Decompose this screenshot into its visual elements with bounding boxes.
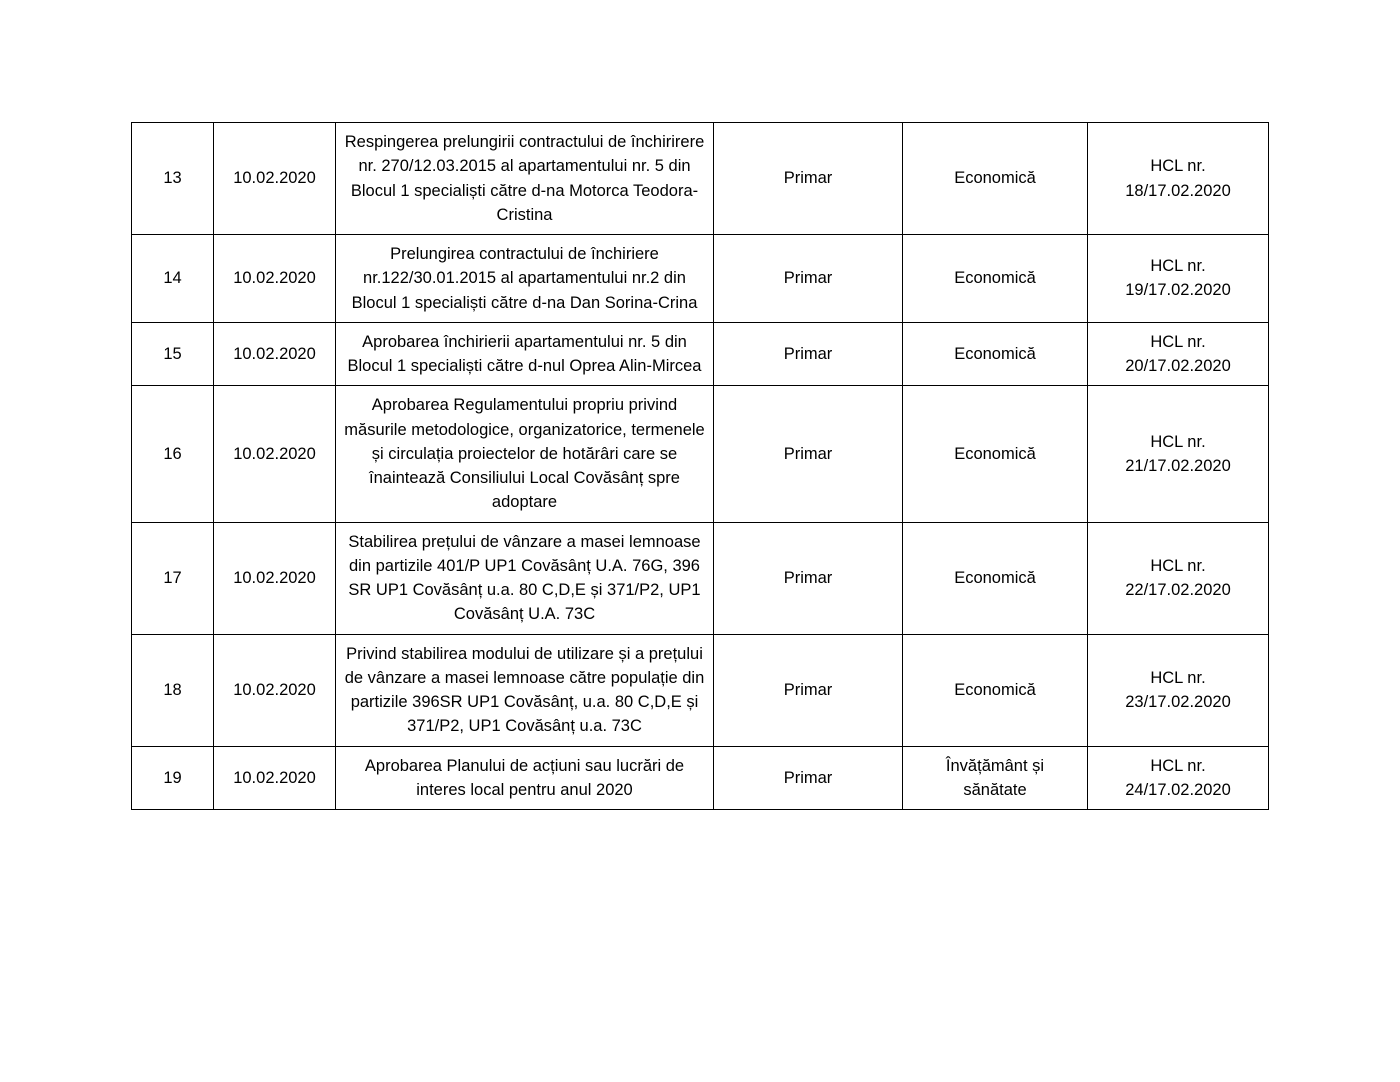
cell-commission: Economică <box>903 235 1088 323</box>
cell-result <box>1088 634 1269 746</box>
cell-initiator: Primar <box>714 322 903 386</box>
cell-nr: 17 <box>132 522 214 634</box>
table-row <box>132 634 1269 746</box>
result-line-2: 24/17.02.2020 <box>1125 780 1231 799</box>
table-row <box>132 746 1269 810</box>
cell-initiator: Primar <box>714 522 903 634</box>
result-line-1: HCL nr. <box>1150 157 1206 176</box>
cell-nr: 15 <box>132 322 214 386</box>
cell-commission: Economică <box>903 123 1088 235</box>
table-row <box>132 386 1269 522</box>
table-row <box>132 123 1269 235</box>
decisions-table <box>131 122 1269 810</box>
cell-title: Privind stabilirea modului de utilizare și a prețului de vânzare a masei lemnoase către populație din partizile 396SR UP1 Covăsânț, u.a. 80 C,D,E și 371/P2, UP1 Covăsânț u.a. 73C <box>336 634 714 746</box>
result-line-1: HCL nr. <box>1150 668 1206 687</box>
result-line-1: HCL nr. <box>1150 257 1206 276</box>
table-row <box>132 522 1269 634</box>
result-line-1: HCL nr. <box>1150 756 1206 775</box>
cell-result <box>1088 746 1269 810</box>
cell-title: Prelungirea contractului de închiriere nr.122/30.01.2015 al apartamentului nr.2 din Blocul 1 specialiști către d-na Dan Sorina-Crina <box>336 235 714 323</box>
commission-line-1: Învățământ și <box>945 756 1045 775</box>
cell-initiator: Primar <box>714 386 903 522</box>
cell-result <box>1088 123 1269 235</box>
cell-date: 10.02.2020 <box>214 746 336 810</box>
cell-date: 10.02.2020 <box>214 386 336 522</box>
result-line-1: HCL nr. <box>1150 332 1206 351</box>
cell-title: Aprobarea Regulamentului propriu privind măsurile metodologice, organizatorice, termenele și circulația proiectelor de hotărâri care se înaintează Consiliului Local Covăsânț spre adoptare <box>336 386 714 522</box>
cell-initiator: Primar <box>714 123 903 235</box>
cell-date: 10.02.2020 <box>214 522 336 634</box>
cell-nr: 18 <box>132 634 214 746</box>
result-line-2: 22/17.02.2020 <box>1125 581 1231 599</box>
result-line-1: HCL nr. <box>1150 556 1206 575</box>
cell-result <box>1088 386 1269 522</box>
cell-date: 10.02.2020 <box>214 123 336 235</box>
cell-result <box>1088 522 1269 634</box>
cell-initiator: Primar <box>714 235 903 323</box>
cell-date: 10.02.2020 <box>214 235 336 323</box>
table-row <box>132 322 1269 386</box>
cell-result <box>1088 322 1269 386</box>
table-row <box>132 235 1269 323</box>
cell-nr: 13 <box>132 123 214 235</box>
cell-nr: 19 <box>132 746 214 810</box>
cell-initiator: Primar <box>714 634 903 746</box>
cell-commission: Economică <box>903 634 1088 746</box>
cell-initiator: Primar <box>714 746 903 810</box>
cell-commission: Economică <box>903 522 1088 634</box>
commission-line-2: sănătate <box>963 780 1027 799</box>
cell-date: 10.02.2020 <box>214 322 336 386</box>
result-line-2: 20/17.02.2020 <box>1125 357 1231 375</box>
result-line-2: 21/17.02.2020 <box>1125 456 1231 475</box>
result-line-2: 18/17.02.2020 <box>1125 181 1231 200</box>
result-line-1: HCL nr. <box>1150 432 1206 451</box>
result-line-2: 19/17.02.2020 <box>1125 281 1231 300</box>
cell-commission: Economică <box>903 322 1088 386</box>
decisions-table-container <box>131 122 1268 810</box>
cell-nr: 16 <box>132 386 214 522</box>
cell-title: Aprobarea Planului de acțiuni sau lucrări de interes local pentru anul 2020 <box>336 746 714 810</box>
cell-date: 10.02.2020 <box>214 634 336 746</box>
cell-commission: Economică <box>903 386 1088 522</box>
cell-nr: 14 <box>132 235 214 323</box>
cell-title: Stabilirea prețului de vânzare a masei lemnoase din partizile 401/P UP1 Covăsânț U.A. 76G, 396 SR UP1 Covăsânț u.a. 80 C,D,E și 371/P2, UP1 Covăsânț U.A. 73C <box>336 522 714 634</box>
cell-result <box>1088 235 1269 323</box>
cell-commission <box>903 746 1088 810</box>
cell-title: Aprobarea închirierii apartamentului nr. 5 din Blocul 1 specialiști către d-nul Oprea Alin-Mircea <box>336 322 714 386</box>
result-line-2: 23/17.02.2020 <box>1125 693 1231 711</box>
cell-title: Respingerea prelungirii contractului de închirirere nr. 270/12.03.2015 al apartamentului nr. 5 din Blocul 1 specialiști către d-na Motorca Teodora-Cristina <box>336 123 714 235</box>
